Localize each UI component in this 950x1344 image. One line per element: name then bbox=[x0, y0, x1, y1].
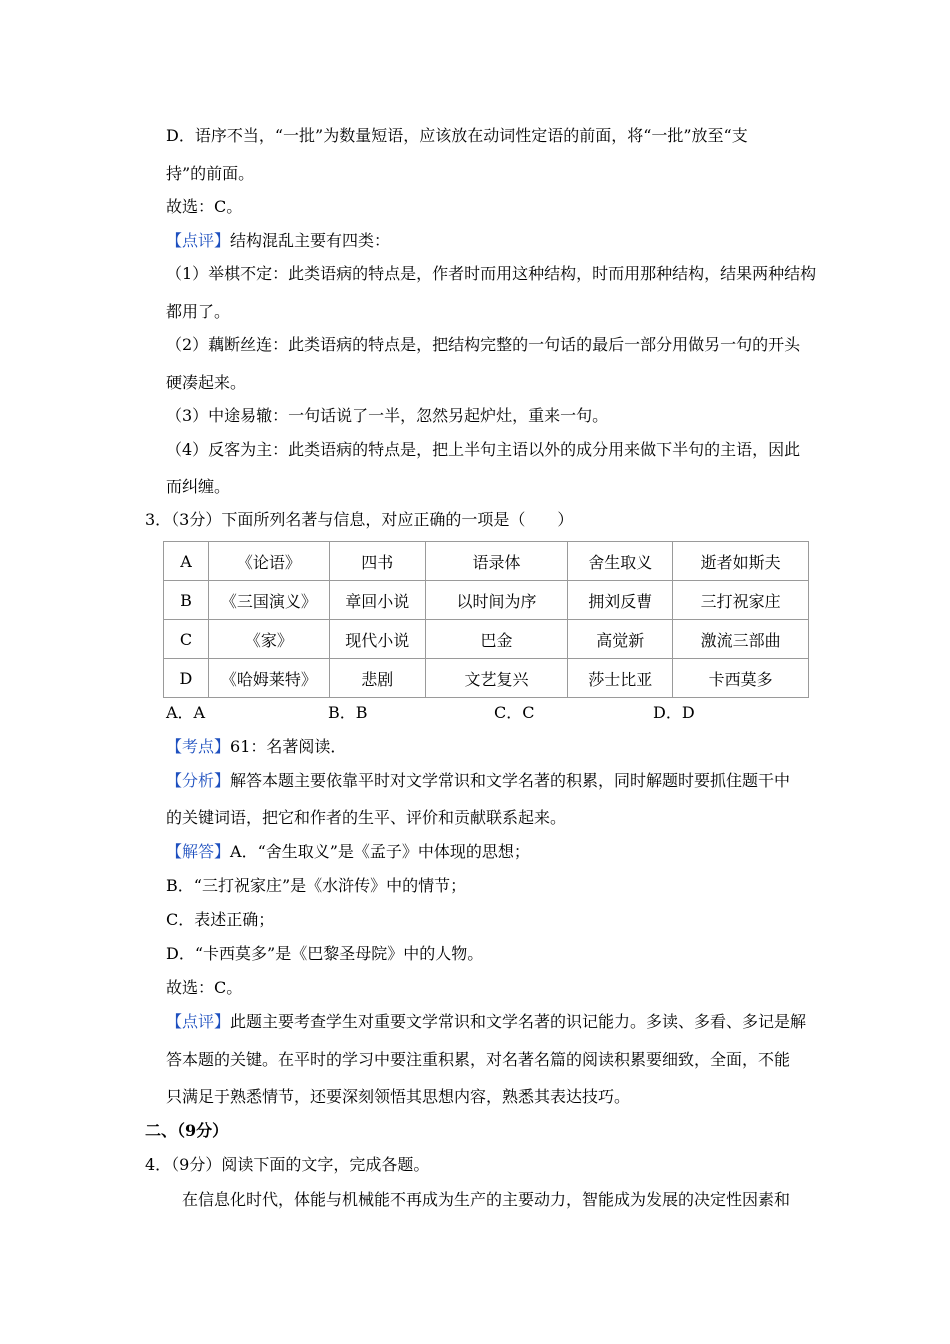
table-cell: 四书 bbox=[329, 542, 425, 581]
table-cell: 舍生取义 bbox=[568, 542, 673, 581]
review-text: 结构混乱主要有四类： bbox=[230, 231, 391, 250]
table-row bbox=[164, 659, 809, 698]
q3-review-line3: 只满足于熟悉情节，还要深刻领悟其思想内容，熟悉其表达技巧。 bbox=[166, 1087, 631, 1106]
table-cell: 《哈姆莱特》 bbox=[208, 659, 329, 698]
table-row bbox=[164, 581, 809, 620]
option-a: A．A bbox=[166, 703, 206, 722]
q3-choice: 故选：C。 bbox=[166, 978, 243, 997]
jieda-tag: 【解答】 bbox=[166, 842, 231, 861]
table-cell: 卡西莫多 bbox=[673, 659, 809, 698]
q2-r1-line1: （1）举棋不定：此类语病的特点是，作者时而用这种结构，时而用那种结构，结果两种结构 bbox=[166, 264, 817, 283]
table-cell: 三打祝家庄 bbox=[673, 581, 809, 620]
table-cell: 逝者如斯夫 bbox=[673, 542, 809, 581]
table-row bbox=[164, 542, 809, 581]
q4-stem: 4．（9分）阅读下面的文字，完成各题。 bbox=[145, 1155, 430, 1174]
q2-r3: （3）中途易辙：一句话说了一半，忽然另起炉灶，重来一句。 bbox=[166, 406, 609, 425]
kaodian-tag: 【考点】 bbox=[166, 737, 231, 756]
q2-r4-line2: 而纠缠。 bbox=[166, 477, 231, 496]
q3-review-line1 bbox=[166, 1012, 806, 1032]
table-cell: 激流三部曲 bbox=[673, 620, 809, 659]
fenxi-tag: 【分析】 bbox=[166, 771, 231, 790]
table-cell: B bbox=[164, 581, 209, 620]
table-cell: 《论语》 bbox=[208, 542, 329, 581]
section-heading: 二、（9分） bbox=[145, 1121, 229, 1140]
table-cell: 文艺复兴 bbox=[425, 659, 568, 698]
q3-jieda-d: D．“卡西莫多”是《巴黎圣母院》中的人物。 bbox=[166, 944, 484, 963]
q3-jieda-c: C．表述正确； bbox=[166, 910, 275, 929]
table-cell: D bbox=[164, 659, 209, 698]
q3-fenxi-line1 bbox=[166, 771, 790, 791]
q2-d-line2: 持”的前面。 bbox=[166, 164, 255, 183]
q2-r4-line1: （4）反客为主：此类语病的特点是，把上半句主语以外的成分用来做下半句的主语，因此 bbox=[166, 440, 801, 459]
q3-stem: 3．（3分）下面所列名著与信息，对应正确的一项是（ ） bbox=[145, 510, 574, 529]
q3-kaodian bbox=[166, 737, 346, 757]
table-cell: 以时间为序 bbox=[425, 581, 568, 620]
table-cell: 高觉新 bbox=[568, 620, 673, 659]
option-d: D．D bbox=[653, 703, 695, 722]
table-cell: C bbox=[164, 620, 209, 659]
q2-r2-line1: （2）藕断丝连：此类语病的特点是，把结构完整的一句话的最后一部分用做另一句的开头 bbox=[166, 335, 801, 354]
option-b: B．B bbox=[328, 703, 368, 722]
table-cell: 章回小说 bbox=[329, 581, 425, 620]
q2-d-line1: D．语序不当，“一批”为数量短语，应该放在动词性定语的前面，将“一批”放至“支 bbox=[166, 126, 748, 145]
q2-review bbox=[166, 231, 390, 251]
option-c: C．C bbox=[494, 703, 535, 722]
passage-line1: 在信息化时代，体能与机械能不再成为生产的主要动力，智能成为发展的决定性因素和 bbox=[182, 1190, 791, 1209]
review-text: 此题主要考查学生对重要文学常识和文学名著的识记能力。多读、多看、多记是解 bbox=[230, 1012, 807, 1031]
table-cell: 《三国演义》 bbox=[208, 581, 329, 620]
table-cell: 语录体 bbox=[425, 542, 568, 581]
table-row bbox=[164, 620, 809, 659]
table-cell: 巴金 bbox=[425, 620, 568, 659]
table-cell: 悲剧 bbox=[329, 659, 425, 698]
table-cell: 拥刘反曹 bbox=[568, 581, 673, 620]
q3-review-line2: 答本题的关键。在平时的学习中要注重积累，对名著名篇的阅读积累要细致，全面，不能 bbox=[166, 1050, 791, 1069]
q2-choice: 故选：C。 bbox=[166, 197, 243, 216]
table-cell: 莎士比亚 bbox=[568, 659, 673, 698]
q3-table bbox=[163, 541, 809, 698]
q2-r1-line2: 都用了。 bbox=[166, 302, 231, 321]
table-cell: 《家》 bbox=[208, 620, 329, 659]
review-tag: 【点评】 bbox=[166, 231, 231, 250]
q3-jieda-b: B．“三打祝家庄”是《水浒传》中的情节； bbox=[166, 876, 467, 895]
jieda-a: A．“舍生取义”是《孟子》中体现的思想； bbox=[230, 842, 530, 861]
kaodian-text: 61：名著阅读． bbox=[230, 737, 347, 756]
table-cell: 现代小说 bbox=[329, 620, 425, 659]
q2-r2-line2: 硬凑起来。 bbox=[166, 373, 247, 392]
table-cell: A bbox=[164, 542, 209, 581]
q3-fenxi-line2: 的关键词语，把它和作者的生平、评价和贡献联系起来。 bbox=[166, 808, 567, 827]
fenxi-text: 解答本题主要依靠平时对文学常识和文学名著的积累，同时解题时要抓住题干中 bbox=[230, 771, 791, 790]
review-tag: 【点评】 bbox=[166, 1012, 231, 1031]
q3-jieda bbox=[166, 842, 530, 862]
